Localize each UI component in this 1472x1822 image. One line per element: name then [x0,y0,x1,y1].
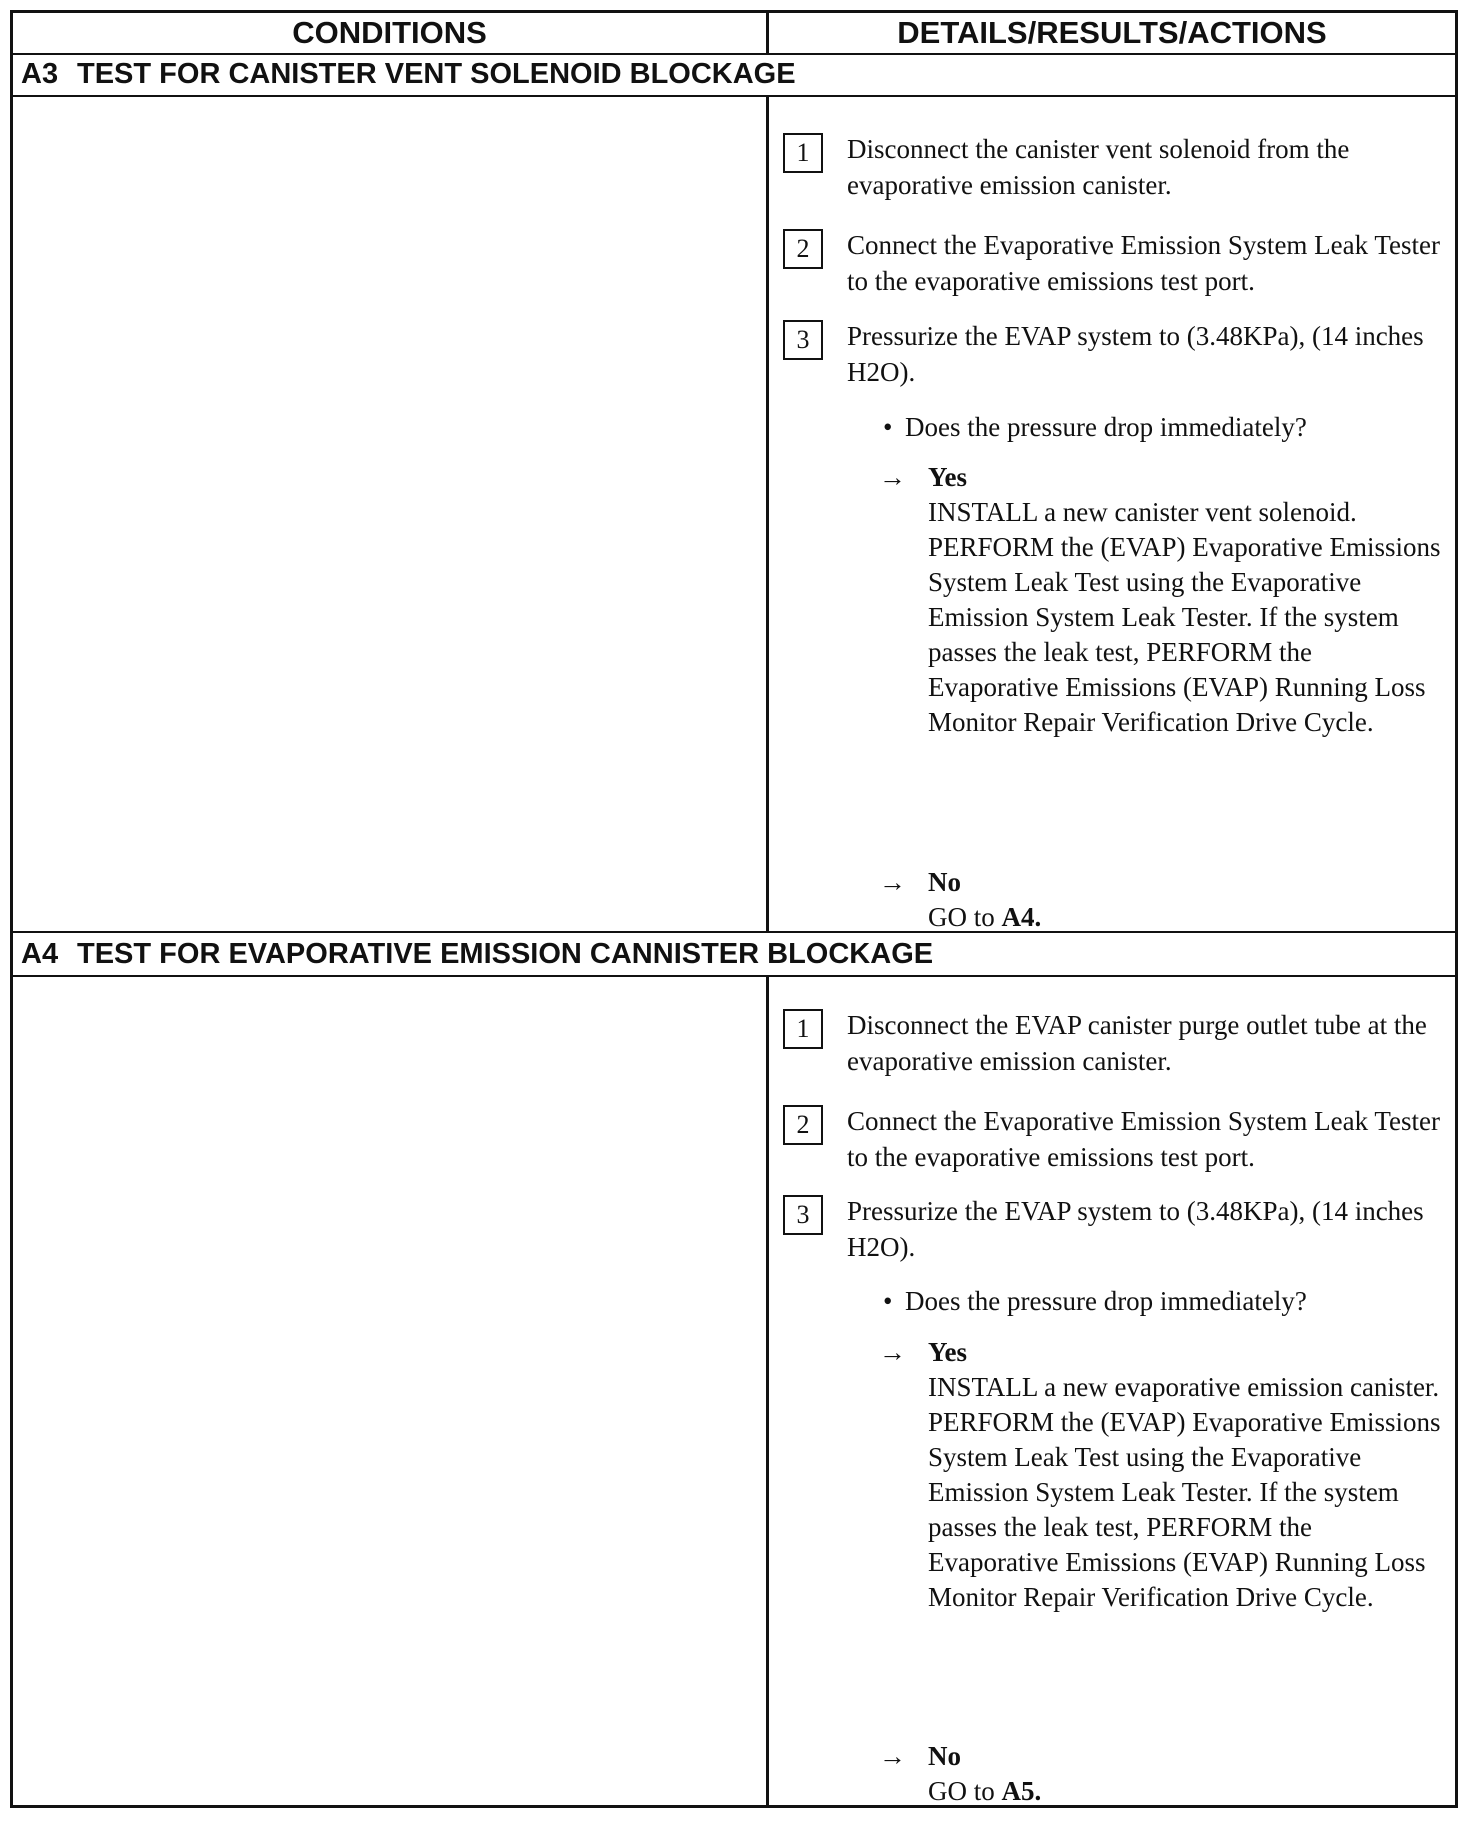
answer-no [781,1739,1445,1809]
step-number: 3 [783,320,823,360]
question [781,409,1445,445]
step-number: 3 [783,1195,823,1235]
answer-yes [781,460,1445,740]
step-number: 2 [783,229,823,269]
step-3 [781,318,1445,390]
answer-no [781,865,1445,935]
answer-label: Yes [928,462,967,492]
step-1 [781,1007,1445,1079]
step-2 [781,1103,1445,1175]
column-divider [766,977,769,1805]
answer-label: No [928,1741,961,1771]
step-text: Pressurize the EVAP system to (3.48KPa), (14 inches H2O). [847,1196,1424,1262]
step-text: Disconnect the EVAP canister purge outlet tube at the evaporative emission canister. [847,1010,1427,1076]
section-body-a3 [13,97,1455,933]
details-header: DETAILS/RESULTS/ACTIONS [897,15,1327,50]
question [781,1283,1445,1319]
section-title-text: TEST FOR EVAPORATIVE EMISSION CANNISTER BLOCKAGE [77,937,934,970]
diagnostic-table [10,10,1458,1808]
go-target: A4. [1001,902,1042,932]
step-2 [781,227,1445,299]
arrow-right-icon: → [879,462,906,492]
step-text: Connect the Evaporative Emission System Leak Tester to the evaporative emissions test port. [847,230,1440,296]
answer-label: Yes [928,1337,967,1367]
step-1 [781,131,1445,203]
step-text: Connect the Evaporative Emission System Leak Tester to the evaporative emissions test port. [847,1106,1440,1172]
question-text: Does the pressure drop immediately? [905,1286,1307,1316]
step-number: 1 [783,1009,823,1049]
step-3 [781,1193,1445,1265]
answer-label: No [928,867,961,897]
answer-text [928,900,1445,935]
step-number: 2 [783,1105,823,1145]
answer-text [928,1774,1445,1809]
step-number: 1 [783,133,823,173]
go-prefix: GO to [928,902,995,932]
arrow-right-icon: → [879,867,906,897]
go-target: A5. [1001,1776,1042,1806]
section-title-a3 [13,53,1455,97]
step-text: Disconnect the canister vent solenoid from the evaporative emission canister. [847,134,1350,200]
section-body-a4 [13,977,1455,1805]
conditions-header: CONDITIONS [13,13,769,53]
section-title-a4 [13,933,1455,977]
bullet-icon: • [883,1286,893,1316]
section-code: A4 [21,937,59,970]
section-code: A3 [21,57,59,90]
go-prefix: GO to [928,1776,995,1806]
bullet-icon: • [883,412,893,442]
arrow-right-icon: → [879,1337,906,1367]
answer-yes [781,1335,1445,1615]
section-title-text: TEST FOR CANISTER VENT SOLENOID BLOCKAGE [77,57,796,90]
arrow-right-icon: → [879,1741,906,1771]
step-text: Pressurize the EVAP system to (3.48KPa), (14 inches H2O). [847,321,1424,387]
answer-text: INSTALL a new canister vent solenoid. PERFORM the (EVAP) Evaporative Emissions System Leak Test using the Evaporative Emission System Leak Tester. If the system passes the leak test, PERFORM the Evaporative Emissions (EVAP) Running Loss Monitor Repair Verification Drive Cycle. [928,497,1441,737]
answer-text: INSTALL a new evaporative emission canister. PERFORM the (EVAP) Evaporative Emissions System Leak Test using the Evaporative Emission System Leak Tester. If the system passes the leak test, PERFORM the Evaporative Emissions (EVAP) Running Loss Monitor Repair Verification Drive Cycle. [928,1372,1441,1612]
column-divider [766,97,769,931]
question-text: Does the pressure drop immediately? [905,412,1307,442]
table-header [13,13,1455,55]
